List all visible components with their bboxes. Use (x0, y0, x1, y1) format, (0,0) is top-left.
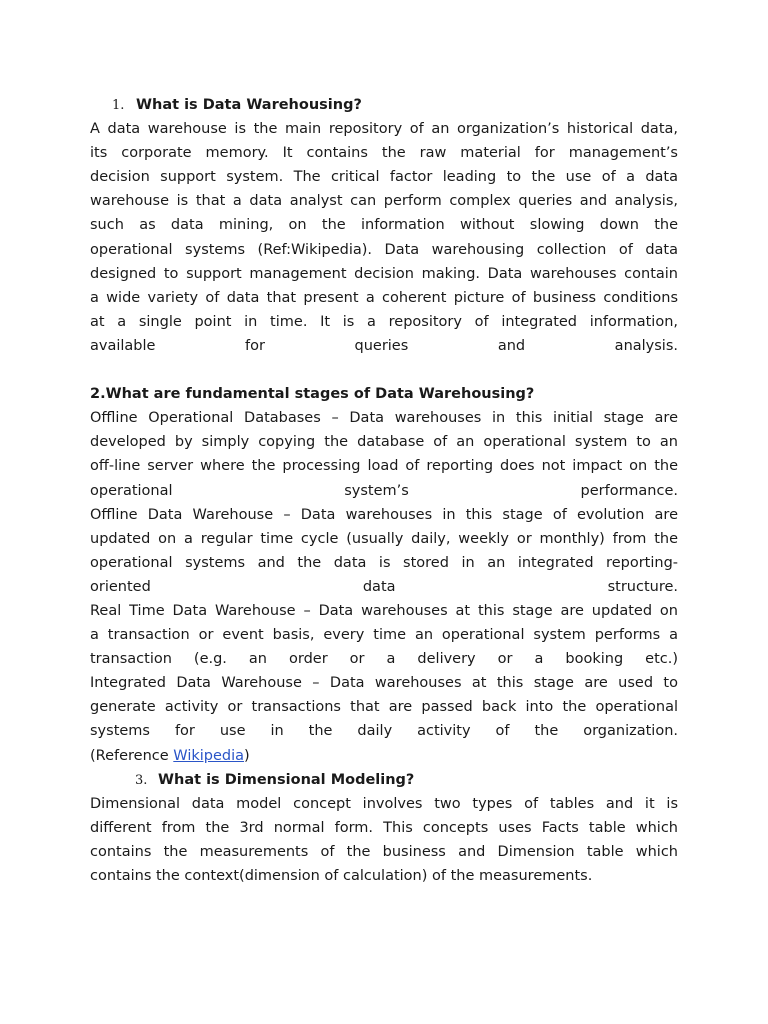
section-1-line: at a single point in time. It is a repository of integrated information, (90, 313, 678, 330)
section-2-line: Offline Operational Databases – Data warehouses in this initial stage are (90, 410, 678, 427)
reference-suffix: ) (244, 747, 250, 764)
section-1-heading (90, 93, 678, 117)
section-3-line: Dimensional data model concept involves two types of tables and it is (90, 795, 678, 812)
section-3-heading (90, 768, 678, 792)
section-2-line: operational systems and the data is stored in an integrated reporting- (90, 554, 678, 571)
section-2-line: off-line server where the processing load of reporting does not impact on the (90, 458, 678, 475)
section-2-heading: 2.What are fundamental stages of Data Warehousing? (90, 386, 535, 403)
section-1-line: a wide variety of data that present a coherent picture of business conditions (90, 289, 678, 306)
section-3-line: contains the measurements of the business and Dimension table which (90, 843, 678, 860)
section-1-line: warehouse is that a data analyst can perform complex queries and analysis, (90, 193, 678, 210)
reference-prefix: (Reference (90, 747, 174, 764)
section-2-line: systems for use in the daily activity of the organization. (90, 723, 678, 740)
section-2-reference (90, 744, 678, 768)
document-body (90, 93, 678, 888)
section-1-line: A data warehouse is the main repository of an organization’s historical data, (90, 121, 678, 138)
section-2-line: oriented data structure. (90, 578, 678, 595)
section-2-line: transaction (e.g. an order or a delivery or a booking etc.) (90, 651, 678, 668)
section-3-line: contains the context(dimension of calculation) of the measurements. (90, 868, 593, 884)
section-2-line: updated on a regular time cycle (usually daily, weekly or monthly) from the (90, 530, 678, 547)
section-2-line: Integrated Data Warehouse – Data warehouses at this stage are used to (90, 675, 678, 692)
section-1-number: 1. (112, 98, 125, 113)
section-2-line: developed by simply copying the database of an operational system to an (90, 434, 678, 451)
section-2-line: Offline Data Warehouse – Data warehouses in this stage of evolution are (90, 506, 678, 523)
section-1-title: What is Data Warehousing? (136, 97, 362, 113)
section-2-line: operational system’s performance. (90, 482, 678, 499)
section-2-line: generate activity or transactions that are passed back into the operational (90, 699, 678, 716)
section-3-number: 3. (135, 772, 148, 788)
section-spacer (90, 358, 678, 382)
section-3-title: What is Dimensional Modeling? (158, 771, 415, 788)
section-1-line: available for queries and analysis. (90, 337, 678, 354)
section-1-line: its corporate memory. It contains the raw material for management’s (90, 145, 678, 162)
section-1-line: such as data mining, on the information without slowing down the (90, 217, 678, 234)
section-3-line: different from the 3rd normal form. This concepts uses Facts table which (90, 819, 678, 836)
section-2-line: Real Time Data Warehouse – Data warehouses at this stage are updated on (90, 602, 678, 619)
section-1-line: operational systems (Ref:Wikipedia). Data warehousing collection of data (90, 241, 678, 258)
section-1-line: designed to support management decision making. Data warehouses contain (90, 265, 678, 282)
section-2-line: a transaction or event basis, every time an operational system performs a (90, 627, 678, 644)
section-1-line: decision support system. The critical factor leading to the use of a data (90, 169, 678, 186)
wikipedia-link[interactable]: Wikipedia (173, 747, 245, 764)
